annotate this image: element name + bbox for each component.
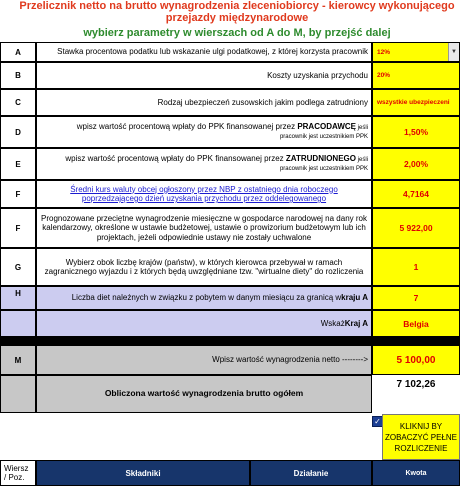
country-bold: Kraj A (344, 318, 368, 328)
country-text: Wskaż (320, 318, 345, 328)
table-header-row-col (0, 460, 36, 486)
table-header-components: Składniki (36, 460, 250, 486)
country-dropdown[interactable] (372, 310, 460, 337)
dropdown-arrow-icon[interactable]: ▼ (448, 43, 459, 61)
row-d-text: wpisz wartość procentową wpłaty do PPK finansowanej przez (76, 121, 298, 131)
row-e-description (36, 148, 372, 180)
table-header-amount: Kwota (372, 460, 460, 486)
row-label-b: B (0, 62, 36, 89)
row-label-h: H (0, 286, 36, 310)
exchange-rate-description (36, 180, 372, 208)
row-label-f1: F (0, 180, 36, 208)
row-c-description: Rodzaj ubezpieczeń zusowskich jakim podlega zatrudniony (36, 89, 372, 116)
avg-salary-description: Prognozowane przeciętne wynagrodzenie miesięczne w gospodarce narodowej na dany rok kalendarzowy, określone w ustawie budżetowej, ustawie o prowizorium budżetowym lub ich projektach, jeżeli odpowiednie ustawy nie zostały uchwalone (36, 208, 372, 248)
table-header-operation: Działanie (250, 460, 372, 486)
show-full-breakdown-button[interactable] (382, 414, 460, 460)
diets-input[interactable]: 7 (372, 286, 460, 310)
gross-result-value: 7 102,26 (396, 378, 436, 390)
row-d-description (36, 116, 372, 148)
avg-salary-input[interactable]: 5 922,00 (372, 208, 460, 248)
separator-bar (0, 337, 460, 345)
result-left-cell (0, 375, 36, 413)
cta-line-2: ZOBACZYĆ PEŁNE (384, 432, 457, 442)
row-e-bold: ZATRUDNIONEGO (285, 153, 356, 163)
countries-description: Wybierz obok liczbę krajów (państw), w których kierowca przebywał w ramach zagranicznego wyjazdu i z których będą uwzględniane tzw. "wirtualne diety" do rozliczenia (36, 248, 372, 286)
row-label-c: C (0, 89, 36, 116)
tax-rate-dropdown[interactable] (372, 42, 460, 62)
insurance-value: wszystkie ubezpieczeni (377, 99, 450, 106)
row-label-a: A (0, 42, 36, 62)
row-label-m: M (0, 345, 36, 375)
row-label-e: E (0, 148, 36, 180)
row-label-d: D (0, 116, 36, 148)
cta-line-1: KLIKNIJ BY (399, 421, 443, 431)
row-label-f2: F (0, 208, 36, 248)
result-label-text: Obliczona wartość wynagrodzenia brutto ogółem (104, 388, 304, 399)
row-e-post: jeśli (355, 156, 368, 163)
ppk-employer-input[interactable]: 1,50% (372, 116, 460, 148)
show-breakdown-checkbox[interactable]: ✓ (372, 416, 383, 427)
costs-value: 20% (377, 72, 391, 79)
row-col-line-2: / Poz. (4, 473, 25, 482)
country-description (36, 310, 372, 337)
row-col-line-1: Wiersz (4, 464, 29, 473)
cta-line-3: ROZLICZENIE (394, 443, 448, 453)
result-label (36, 375, 372, 413)
row-d-note: pracownik jest uczestnikiem PPK (279, 134, 368, 140)
row-e-note: pracownik jest uczestnikiem PPK (279, 166, 368, 172)
row-b-description: Koszty uzyskania przychodu (36, 62, 372, 89)
row-e-text: wpisz wartość procentową wpłaty do PPK finansowanej przez (65, 153, 286, 163)
countries-count-dropdown[interactable] (372, 248, 460, 286)
net-salary-input[interactable]: 5 100,00 (372, 345, 460, 375)
costs-dropdown[interactable] (372, 62, 460, 89)
insurance-dropdown[interactable] (372, 89, 460, 116)
ppk-employee-input[interactable]: 2,00% (372, 148, 460, 180)
exchange-rate-input[interactable]: 4,7164 (372, 180, 460, 208)
row-label-g: G (0, 248, 36, 286)
countries-count-value: 1 (413, 262, 419, 272)
country-value: Belgia (403, 318, 429, 329)
row-a-description: Stawka procentowa podatku lub wskazanie ulgi podatkowej, z której korzysta pracownik (36, 42, 372, 62)
row-label-h-lower (0, 310, 36, 337)
row-d-bold: PRACODAWCĘ (297, 121, 356, 131)
page-title: Przelicznik netto na brutto wynagrodzenia zleceniobiorcy - kierowcy wykonującego przejazdy międzynarodowe (19, 0, 455, 24)
row-d-post: jeśli (355, 124, 368, 131)
diets-text: Liczba diet należnych w związku z pobytem w danym miesiącu za granicą w (71, 293, 342, 303)
diets-bold: kraju A (341, 293, 368, 303)
diets-description (36, 286, 372, 310)
net-salary-description: Wpisz wartość wynagrodzenia netto --------> (36, 345, 372, 375)
tax-rate-value: 12% (377, 48, 391, 56)
nbp-rate-link[interactable]: Średni kurs waluty obcej ogłoszony przez NBP z ostatniego dnia roboczego poprzedzającego dzień uzyskania przychodu przez oddelegowanego (70, 184, 338, 203)
page-subtitle: wybierz parametry w wierszach od A do M, by przejść dalej (83, 27, 391, 39)
